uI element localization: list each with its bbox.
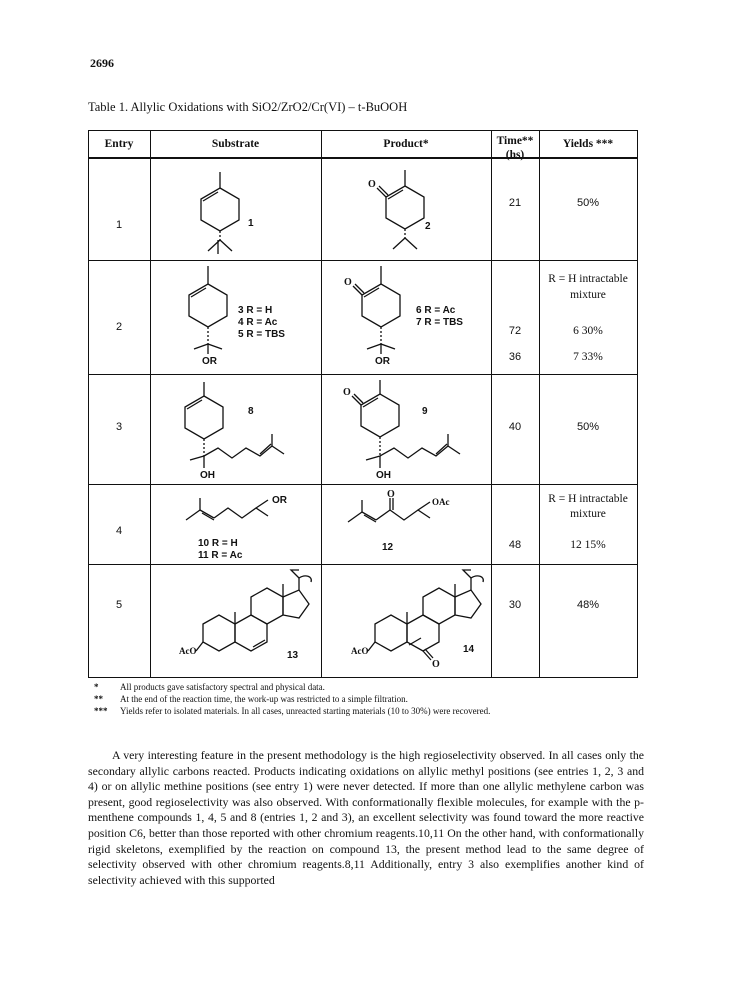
header-time: Time** (hs) — [496, 135, 534, 161]
reaction-yield: R = H intractable — [548, 273, 628, 285]
svg-text:OR: OR — [202, 356, 217, 367]
svg-text:3 R = H: 3 R = H — [238, 305, 273, 316]
reaction-time: 40 — [508, 421, 522, 433]
product-structure-6-7 — [338, 262, 488, 379]
svg-text:OH: OH — [200, 470, 215, 481]
substrate-structure-10-11 — [168, 492, 318, 569]
reaction-yield: 12 15% — [570, 539, 606, 551]
footnote-text: Yields refer to isolated materials. In all cases, unreacted starting materials (10 to 30%) were recovered. — [120, 706, 491, 716]
product-structure-2 — [343, 162, 473, 262]
header-product: Product* — [383, 138, 429, 150]
reaction-yield: 6 30% — [573, 325, 603, 337]
product-structure-9 — [338, 376, 488, 487]
reaction-time: 30 — [508, 599, 522, 611]
svg-text:OR: OR — [375, 356, 390, 367]
reaction-yield: 50% — [576, 421, 600, 433]
svg-text:14: 14 — [463, 644, 475, 655]
table-footnotes — [88, 681, 648, 717]
svg-text:O: O — [343, 387, 351, 398]
svg-text:OAc: OAc — [432, 497, 450, 507]
reaction-yield: mixture — [570, 289, 606, 301]
svg-text:13: 13 — [287, 650, 299, 661]
reaction-time: 48 — [508, 539, 522, 551]
footnote-mark: * — [94, 682, 99, 692]
header-yields: Yields *** — [562, 138, 614, 150]
header-substrate: Substrate — [211, 138, 260, 150]
footnote-text: All products gave satisfactory spectral and physical data. — [120, 682, 325, 692]
svg-text:O: O — [368, 179, 376, 190]
svg-text:AcO: AcO — [351, 646, 369, 656]
substrate-structure-3-5 — [168, 262, 318, 379]
entry-number: 4 — [115, 525, 123, 537]
svg-text:O: O — [344, 277, 352, 288]
footnote-mark: ** — [94, 694, 103, 704]
compound-label: 2 — [425, 221, 431, 232]
reaction-yield: R = H intractable — [548, 493, 628, 505]
reaction-yield: 50% — [576, 197, 600, 209]
reaction-time: 72 — [508, 325, 522, 337]
entry-number: 5 — [115, 599, 123, 611]
header-entry: Entry — [104, 138, 134, 150]
entry-number: 1 — [115, 219, 123, 231]
substrate-structure-1 — [168, 162, 298, 262]
svg-text:O: O — [432, 659, 440, 670]
footnote-mark: *** — [94, 706, 108, 716]
product-structure-14 — [335, 568, 493, 677]
body-text — [88, 748, 644, 888]
reaction-yield: mixture — [570, 508, 606, 520]
svg-text:11 R = Ac: 11 R = Ac — [198, 550, 243, 561]
svg-text:AcO: AcO — [179, 646, 197, 656]
reaction-yield: 48% — [576, 599, 600, 611]
svg-text:10 R = H: 10 R = H — [198, 538, 238, 549]
svg-text:7 R = TBS: 7 R = TBS — [416, 317, 463, 328]
svg-text:OR: OR — [272, 495, 287, 506]
footnote-text: At the end of the reaction time, the work-up was restricted to a simple filtration. — [120, 694, 408, 704]
svg-text:9: 9 — [422, 406, 428, 417]
product-structure-12 — [338, 488, 488, 569]
body-paragraph: A very interesting feature in the present methodology is the high regioselectivity observed. In all cases only the secondary allylic carbons reacted. Products indicating oxidations on allylic methyl positions (see entries 1, 2, 3 and 4) or on allylic methine positions (see entry 1) were never detected. If more than one allylic methylene carbon was present, good regioselectivity was also observed. With conformationally flexible molecules, for example with the p-menthene compounds 1, 4, 5 and 8 (entries 1, 2 and 3), an excellent selectivity was found toward the more reactive position C6, better than those reported with other chromium reagents.10,11 On the other hand, with conformationally rigid skeletons, exemplified by the reaction on compound 13, the present method lead to the same degree of selectivity observed with other chromium reagents.8,11 Additionally, entry 3 also exemplifies another kind of selectivity achieved with this supported — [88, 748, 644, 887]
page-number: 2696 — [90, 56, 114, 70]
reaction-yield: 7 33% — [573, 351, 603, 363]
svg-text:12: 12 — [382, 542, 394, 553]
substrate-structure-8 — [168, 376, 318, 487]
substrate-structure-13 — [163, 568, 321, 677]
svg-text:4 R = Ac: 4 R = Ac — [238, 317, 278, 328]
svg-text:8: 8 — [248, 406, 254, 417]
entry-number: 2 — [115, 321, 123, 333]
svg-text:OH: OH — [376, 470, 391, 481]
compound-label: 1 — [248, 218, 254, 229]
svg-text:O: O — [387, 489, 395, 500]
reaction-time: 21 — [508, 197, 522, 209]
entry-number: 3 — [115, 421, 123, 433]
table-caption: Table 1. Allylic Oxidations with SiO2/ZrO2/Cr(VI) – t-BuOOH — [88, 100, 408, 114]
reaction-time: 36 — [508, 351, 522, 363]
svg-text:6 R = Ac: 6 R = Ac — [416, 305, 456, 316]
reaction-table — [88, 130, 638, 678]
svg-text:5 R = TBS: 5 R = TBS — [238, 329, 285, 340]
